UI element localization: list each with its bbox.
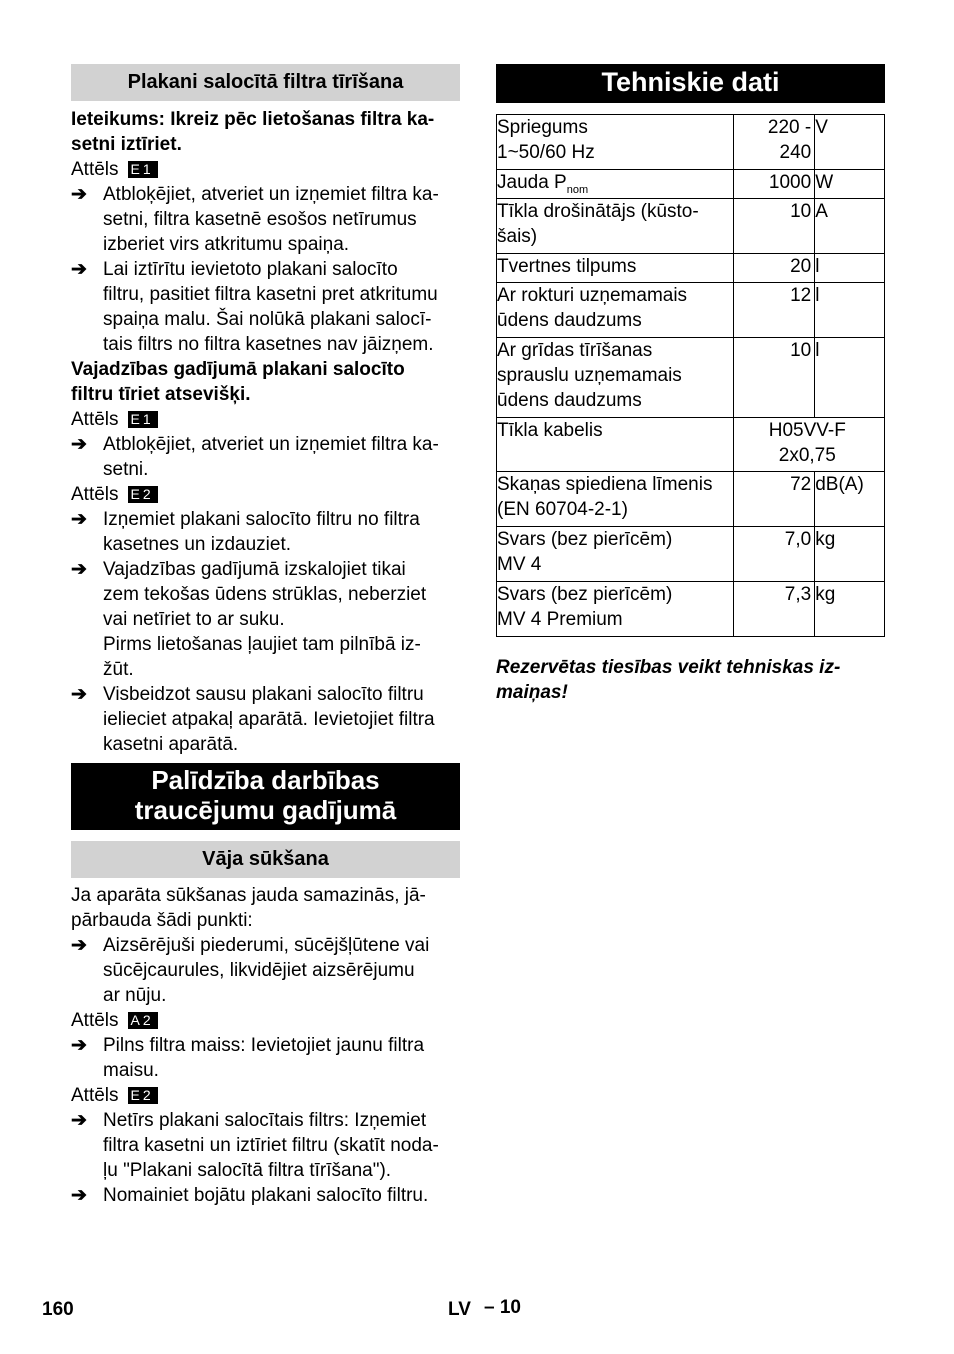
intro-text: Ja aparāta sūkšanas jauda samazinās, jā- pārbauda šādi punkti: [71, 885, 426, 931]
arrow-right-icon: ➔ [71, 559, 87, 580]
step-item: ➔ Lai iztīrītu ievietoto plakani salocīto filtru, pasitiet filtra kasetni pret atkritumu spaiņa malu. Šai nolūkā plakani salocī- tais filtrs no filtra kasetnes nav jāizņem. [71, 259, 438, 355]
section-heading-filter-cleaning: Plakani salocītā filtra tīrīšana [71, 64, 460, 101]
advice-text: Ieteikums: Ikreiz pēc lietošanas filtra ka- setni iztīriet. [71, 109, 435, 155]
step-item: ➔ Pilns filtra maiss: Ievietojiet jaunu filtra maisu. [71, 1035, 425, 1081]
step-item: ➔ Nomainiet bojātu plakani salocīto filtru. [71, 1185, 429, 1206]
table-row: Tīkla kabelis H05VV-F 2x0,75 [497, 418, 885, 472]
right-column [496, 64, 885, 705]
figure-badge: E1 [128, 161, 158, 178]
tech-data-table [496, 114, 885, 637]
table-row: Skaņas spiediena līmenis (EN 60704-2-1) 72 dB(A) [497, 472, 885, 527]
page-number: 160 [42, 1299, 74, 1320]
table-row: Ar rokturi uzņemamais ūdens daudzums 12 l [497, 283, 885, 338]
table-row: Spriegums 1~50/60 Hz 220 - 240 V [497, 115, 885, 170]
arrow-right-icon: ➔ [71, 259, 87, 280]
language-code: LV [448, 1299, 471, 1320]
step-item: ➔ Netīrs plakani salocītais filtrs: Izņemiet filtra kasetni un iztīriet filtru (skatīt noda- ļu "Plakani salocītā filtra tīrīšana"). [71, 1110, 439, 1181]
step-item: ➔ Visbeidzot sausu plakani salocīto filtru ielieciet atpakaļ aparātā. Ievietojiet filtra kasetni aparātā. [71, 684, 435, 755]
figure-ref: Attēls A2 [71, 1008, 460, 1033]
arrow-right-icon: ➔ [71, 935, 87, 956]
table-row: Tvertnes tilpums 20 l [497, 254, 885, 283]
figure-badge: E2 [128, 486, 158, 503]
figure-badge: A2 [128, 1012, 158, 1029]
figure-ref: Attēls E2 [71, 482, 460, 507]
arrow-right-icon: ➔ [71, 1035, 87, 1056]
figure-ref: Attēls E2 [71, 1083, 460, 1108]
arrow-right-icon: ➔ [71, 509, 87, 530]
step-item: ➔ Vajadzības gadījumā izskalojiet tikai zem tekošas ūdens strūklas, neberziet vai netīriet to ar suku. Pirms lietošanas ļaujiet tam pilnībā iz- žūt. [71, 559, 427, 680]
arrow-right-icon: ➔ [71, 184, 87, 205]
arrow-right-icon: ➔ [71, 434, 87, 455]
step-item: ➔ Izņemiet plakani salocīto filtru no filtra kasetnes un izdauziet. [71, 509, 420, 555]
left-column [71, 64, 460, 1208]
section-heading-weak-suction: Vāja sūkšana [71, 841, 460, 878]
figure-ref: Attēls E1 [71, 157, 460, 182]
table-row: Tīkla drošinātājs (kūsto- šais) 10 A [497, 199, 885, 254]
table-row: Ar grīdas tīrīšanas sprauslu uzņemamais ūdens daudzums 10 l [497, 338, 885, 418]
figure-ref: Attēls E1 [71, 407, 460, 432]
table-row: Jauda $P_{nom}$ 1000 W [497, 170, 885, 199]
figure-badge: E2 [128, 1087, 158, 1104]
step-item: ➔ Aizsērējuši piederumi, sūcējšļūtene vai sūcējcaurules, likvidējiet aizsērējumu ar nūju. [71, 935, 430, 1006]
sub-page-number: – 10 [484, 1297, 521, 1318]
figure-badge: E1 [128, 411, 158, 428]
arrow-right-icon: ➔ [71, 1185, 87, 1206]
table-row: Svars (bez pierīcēm) MV 4 Premium 7,3 kg [497, 582, 885, 637]
note-text: Vajadzības gadījumā plakani salocīto filtru tīriet atsevišķi. [71, 359, 405, 405]
table-row: Svars (bez pierīcēm) MV 4 7,0 kg [497, 527, 885, 582]
disclaimer-text: Rezervētas tiesības veikt tehniskas iz- maiņas! [496, 657, 841, 703]
section-heading-troubleshooting: Palīdzība darbības traucējumu gadījumā [71, 763, 460, 830]
arrow-right-icon: ➔ [71, 684, 87, 705]
step-item: ➔ Atbloķējiet, atveriet un izņemiet filtra ka- setni, filtra kasetnē esošos netīrumus izberiet virs atkritumu spaiņa. [71, 184, 439, 255]
step-item: ➔ Atbloķējiet, atveriet un izņemiet filtra ka- setni. [71, 434, 439, 480]
tech-data-title: Tehniskie dati [496, 64, 885, 103]
arrow-right-icon: ➔ [71, 1110, 87, 1131]
